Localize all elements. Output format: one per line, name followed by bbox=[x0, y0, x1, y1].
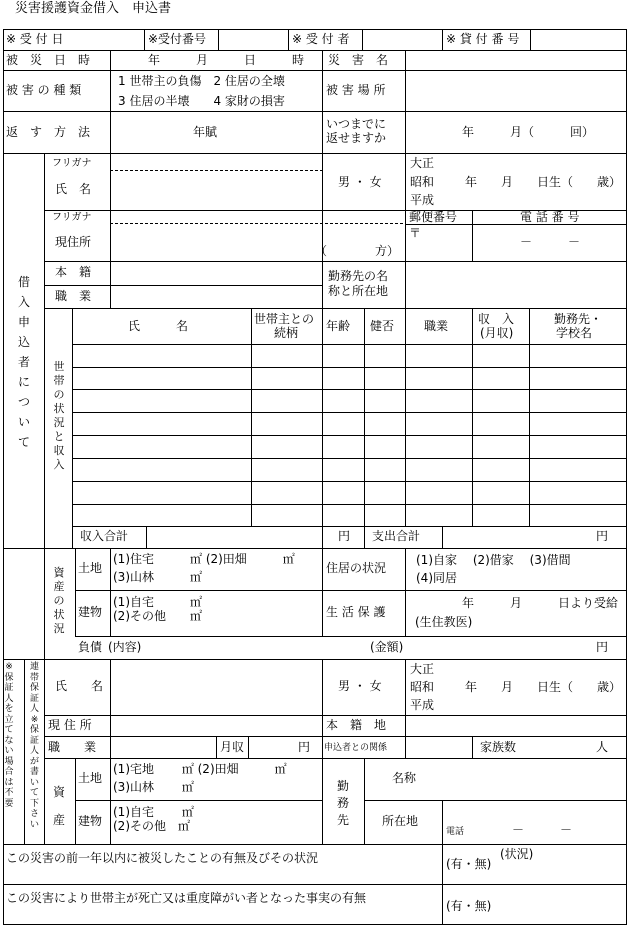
income-total-label: 収入合計 bbox=[80, 529, 129, 543]
assets-land-label: 土地 bbox=[78, 561, 103, 575]
welfare-paren: (生住教医) bbox=[415, 615, 473, 629]
form-title: 災害援護資金借入 申込書 bbox=[15, 1, 172, 16]
repay-until-label-1: いつまでに bbox=[326, 117, 387, 131]
household-col-work-1: 勤務先・ bbox=[554, 312, 603, 326]
receipt-no-label: ※受付番号 bbox=[148, 32, 207, 46]
guarantor-sex[interactable]: 男 ・ 女 bbox=[338, 679, 382, 693]
question-death-disability-answer[interactable]: (有・無) bbox=[446, 899, 492, 913]
repay-until-value[interactable]: 年 月（ 回） bbox=[462, 125, 595, 139]
guarantor-land-line-2[interactable]: (3)山林 ㎡ bbox=[113, 780, 194, 794]
damage-type-label: 被 害 の 種 類 bbox=[6, 83, 82, 97]
guarantor-occupation-label: 職 業 bbox=[48, 740, 97, 754]
disaster-name-label: 災 害 名 bbox=[328, 53, 389, 67]
guarantor-address-label: 現 住 所 bbox=[48, 718, 92, 732]
assets-land-line-1[interactable]: (1)住宅 ㎡ (2)田畑 ㎡ bbox=[113, 552, 295, 566]
guarantor-era-showa[interactable]: 昭和 bbox=[410, 680, 435, 694]
applicant-address-furigana-label: フリガナ bbox=[52, 212, 92, 223]
guarantor-domicile-label: 本 籍 地 bbox=[326, 718, 387, 732]
guarantor-era-heisei[interactable]: 平成 bbox=[410, 698, 435, 712]
guarantor-phone-dashes: － － bbox=[512, 823, 573, 837]
assets-land-line-2[interactable]: (3)山林 ㎡ bbox=[113, 570, 202, 584]
question-death-disability: この災害により世帯主が死亡又は重度障がい者となった事実の有無 bbox=[6, 891, 367, 905]
debt-label: 負債 bbox=[78, 640, 103, 654]
damage-type-option-1[interactable]: 1 世帯主の負傷 2 住居の全壊 bbox=[118, 74, 285, 88]
applicant-domicile-label: 本 籍 bbox=[55, 265, 92, 279]
loan-no-label: ※ 貸 付 番 号 bbox=[446, 32, 520, 46]
guarantor-assets-label: 資産 bbox=[52, 785, 65, 827]
guarantor-work-label: 勤務先 bbox=[336, 779, 349, 827]
assets-building-line-2[interactable]: (2)その他 ㎡ bbox=[113, 609, 202, 623]
applicant-era-heisei[interactable]: 平成 bbox=[410, 193, 435, 207]
household-col-income-1: 収 入 bbox=[478, 312, 515, 326]
phone-dashes: － － bbox=[520, 235, 581, 249]
receiver-label: ※ 受 付 者 bbox=[292, 32, 350, 46]
residence-options-2[interactable]: (4)同居 bbox=[416, 571, 457, 585]
guarantor-monthly-label: 月収 bbox=[220, 740, 245, 754]
debt-amount-label: (金額) bbox=[370, 640, 404, 654]
phone-label: 電 話 番 号 bbox=[520, 210, 580, 224]
guarantor-building-line-2[interactable]: (2)その他 ㎡ bbox=[113, 819, 190, 833]
guarantor-land-line-1[interactable]: (1)宅地 ㎡ (2)田畑 ㎡ bbox=[113, 762, 287, 776]
guarantor-birth[interactable]: 年 月 日生（ 歳） bbox=[465, 680, 622, 694]
disaster-date-label: 被 災 日 時 bbox=[6, 53, 91, 67]
guarantor-building-label: 建物 bbox=[78, 814, 103, 828]
applicant-name-label: 氏 名 bbox=[55, 182, 92, 196]
applicant-birth[interactable]: 年 月 日生（ 歳） bbox=[465, 175, 622, 189]
question-prior-disaster: この災害の前一年以内に被災したことの有無及びその状況 bbox=[6, 851, 319, 865]
expense-total-label: 支出合計 bbox=[372, 529, 421, 543]
question-prior-disaster-answer[interactable]: (有・無) bbox=[446, 857, 492, 871]
household-col-relation-2: 続柄 bbox=[274, 326, 299, 340]
household-col-work-2: 学校名 bbox=[556, 326, 593, 340]
household-col-job: 職業 bbox=[424, 319, 449, 333]
repay-method-label: 返 す 方 法 bbox=[6, 125, 91, 139]
household-col-relation-1: 世帯主との bbox=[254, 312, 315, 326]
guarantor-note-optional: ※保証人を立てない場合は不要 bbox=[4, 662, 14, 809]
damage-type-option-2[interactable]: 3 住居の半壊 4 家財の損害 bbox=[118, 94, 285, 108]
guarantor-relation-label: 申込者との関係 bbox=[324, 743, 388, 753]
debt-content-label: (内容) bbox=[108, 640, 142, 654]
applicant-section-label: 借入申込者について bbox=[17, 275, 30, 449]
household-section-label: 世帯の状況と収入 bbox=[53, 360, 65, 471]
household-col-health: 健否 bbox=[370, 319, 395, 333]
applicant-era-taisho[interactable]: 大正 bbox=[410, 156, 435, 170]
repay-until-label-2: 返せますか bbox=[326, 131, 387, 145]
applicant-address-label: 現住所 bbox=[55, 235, 92, 249]
debt-yen: 円 bbox=[596, 640, 609, 654]
assets-building-label: 建物 bbox=[78, 605, 103, 619]
guarantor-era-taisho[interactable]: 大正 bbox=[410, 662, 435, 676]
guarantor-work-address-label: 所在地 bbox=[382, 814, 419, 828]
household-col-age: 年齢 bbox=[326, 319, 351, 333]
guarantor-note-write: 連帯保証人※保証人が書いて下さい bbox=[29, 662, 39, 830]
guarantor-work-name-label: 名称 bbox=[392, 771, 417, 785]
guarantor-monthly-yen: 円 bbox=[298, 740, 311, 754]
guarantor-phone-label: 電話 bbox=[446, 827, 465, 837]
family-count-unit: 人 bbox=[596, 740, 609, 754]
welfare-value[interactable]: 年 月 日より受給 bbox=[462, 596, 619, 610]
family-count-label: 家族数 bbox=[480, 740, 517, 754]
question-prior-disaster-status: (状況) bbox=[500, 847, 534, 861]
applicant-address-paren: （ 方） bbox=[315, 244, 400, 258]
residence-label: 住居の状況 bbox=[326, 561, 387, 575]
income-total-yen: 円 bbox=[338, 529, 351, 543]
disaster-date-value[interactable]: 年 月 日 時 bbox=[148, 53, 305, 67]
damage-place-label: 被 害 場 所 bbox=[326, 83, 386, 97]
assets-building-line-1[interactable]: (1)自宅 ㎡ bbox=[113, 595, 202, 609]
received-date-label: ※ 受 付 日 bbox=[6, 32, 64, 46]
guarantor-name-label: 氏 名 bbox=[55, 679, 104, 693]
postal-code-label: 郵便番号 bbox=[409, 210, 458, 224]
applicant-furigana-label: フリガナ bbox=[52, 158, 92, 169]
welfare-label: 生 活 保 護 bbox=[326, 605, 386, 619]
applicant-sex[interactable]: 男 ・ 女 bbox=[338, 175, 382, 189]
household-col-income-2: (月収) bbox=[480, 326, 514, 340]
assets-section-label: 資産の状況 bbox=[53, 566, 65, 635]
guarantor-land-label: 土地 bbox=[78, 771, 103, 785]
workplace-label-2: 称と所在地 bbox=[328, 284, 389, 298]
repay-method-value: 年賦 bbox=[193, 125, 218, 139]
workplace-label-1: 勤務先の名 bbox=[328, 269, 389, 283]
household-col-name: 氏 名 bbox=[128, 319, 189, 333]
residence-options-1[interactable]: (1)自家 (2)借家 (3)借間 bbox=[416, 553, 571, 567]
applicant-occupation-label: 職 業 bbox=[55, 289, 92, 303]
applicant-era-showa[interactable]: 昭和 bbox=[410, 175, 435, 189]
guarantor-building-line-1[interactable]: (1)自宅 ㎡ bbox=[113, 805, 194, 819]
expense-total-yen: 円 bbox=[596, 529, 609, 543]
postal-mark: 〒 bbox=[409, 226, 422, 240]
